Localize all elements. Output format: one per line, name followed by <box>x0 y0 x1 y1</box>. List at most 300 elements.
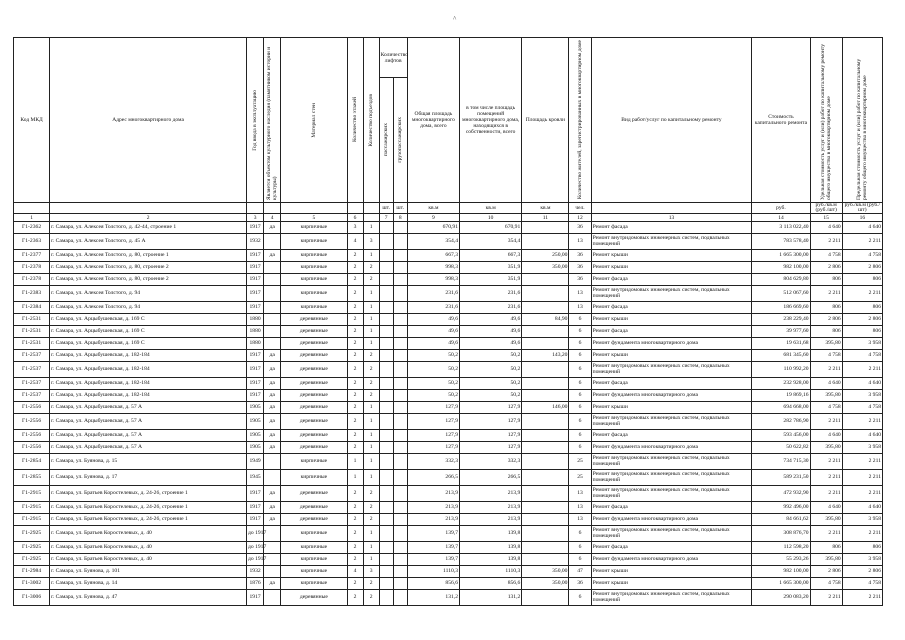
max-cost-cell: 2 211 <box>842 234 882 250</box>
total-area-cell: 213,9 <box>407 486 459 502</box>
residents-cell: 6 <box>569 414 591 430</box>
roof-area-cell <box>522 286 569 302</box>
floors-cell: 2 <box>347 390 363 402</box>
unit-cost-cell: 2 806 <box>810 566 842 578</box>
total-area-cell: 127,9 <box>407 414 459 430</box>
floors-cell: 2 <box>347 338 363 350</box>
table-row <box>14 414 883 430</box>
material-cell: деревянные <box>281 486 347 502</box>
work-type-cell: Ремонт фундамента многоквартирного дома <box>591 390 752 402</box>
entrances-cell: 2 <box>363 378 379 390</box>
unit-cell: кв.м <box>407 203 459 214</box>
table-row <box>14 302 883 314</box>
lift-cargo-cell <box>393 350 407 362</box>
residents-cell: 6 <box>569 554 591 566</box>
material-cell: кирпичные <box>281 554 347 566</box>
kod-cell: Г1-2984 <box>14 566 50 578</box>
heritage-cell <box>264 470 281 486</box>
unit-cell: шт. <box>379 203 393 214</box>
max-cost-cell: 3 958 <box>842 338 882 350</box>
heritage-cell: да <box>264 390 281 402</box>
cost-cell: 112 598,20 <box>752 542 810 554</box>
unit-cost-cell: 395,80 <box>810 442 842 454</box>
total-area-cell: 231,6 <box>407 286 459 302</box>
col-number: 15 <box>810 214 842 222</box>
work-type-cell: Ремонт крыши <box>591 262 752 274</box>
material-cell: кирпичные <box>281 578 347 590</box>
lift-cargo-cell <box>393 414 407 430</box>
cost-cell: 593 456,00 <box>752 430 810 442</box>
unit-cell: кв.м <box>522 203 569 214</box>
total-area-cell: 139,7 <box>407 526 459 542</box>
cost-cell: 50 622,82 <box>752 442 810 454</box>
owned-area-cell: 213,9 <box>460 486 522 502</box>
lift-cargo-cell <box>393 542 407 554</box>
header-work-type: Вид работ/услуг по капитальному ремонту <box>591 38 752 203</box>
kod-cell: Г1-2531 <box>14 326 50 338</box>
year-cell: 1880 <box>247 314 264 326</box>
material-cell: деревянные <box>281 442 347 454</box>
lift-cargo-cell <box>393 390 407 402</box>
roof-area-cell: 350,00 <box>522 262 569 274</box>
residents-cell: 36 <box>569 250 591 262</box>
kod-cell: Г1-2925 <box>14 554 50 566</box>
kod-cell: Г1-2378 <box>14 274 50 286</box>
owned-area-cell: 127,9 <box>460 442 522 454</box>
max-cost-cell: 3 958 <box>842 390 882 402</box>
max-cost-cell: 3 958 <box>842 554 882 566</box>
total-area-cell: 50,2 <box>407 362 459 378</box>
residents-cell: 6 <box>569 338 591 350</box>
work-type-cell: Ремонт внутридомовых инженерных систем, подвальных помещений <box>591 454 752 470</box>
max-cost-cell: 4 758 <box>842 250 882 262</box>
owned-area-cell: 127,9 <box>460 402 522 414</box>
table-row <box>14 526 883 542</box>
unit-cost-cell: 4 758 <box>810 578 842 590</box>
lift-cargo-cell <box>393 302 407 314</box>
residents-cell: 6 <box>569 402 591 414</box>
material-cell: деревянные <box>281 414 347 430</box>
heritage-cell: да <box>264 250 281 262</box>
cost-cell: 472 932,90 <box>752 486 810 502</box>
cost-cell: 982 100,00 <box>752 262 810 274</box>
heritage-cell: да <box>264 414 281 430</box>
table-row <box>14 378 883 390</box>
lift-cargo-cell <box>393 454 407 470</box>
lift-passenger-cell <box>379 402 393 414</box>
cost-cell: 734 715,30 <box>752 454 810 470</box>
col-number: 3 <box>247 214 264 222</box>
address-cell: г. Самара, ул. Арцыбушевская, д. 57 А <box>50 442 247 454</box>
max-cost-cell: 4 640 <box>842 378 882 390</box>
units-row <box>14 203 883 214</box>
max-cost-cell: 806 <box>842 302 882 314</box>
address-cell: г. Самара, ул. Братьев Коростелевых, д. 24-26, строение 1 <box>50 514 247 526</box>
cost-cell: 110 992,20 <box>752 362 810 378</box>
total-area-cell: 127,9 <box>407 402 459 414</box>
cost-cell: 282 786,90 <box>752 414 810 430</box>
floors-cell: 4 <box>347 566 363 578</box>
entrances-cell: 2 <box>363 502 379 514</box>
floors-cell: 2 <box>347 542 363 554</box>
lift-cargo-cell <box>393 578 407 590</box>
lift-passenger-cell <box>379 326 393 338</box>
entrances-cell: 1 <box>363 402 379 414</box>
cost-cell: 19 631,68 <box>752 338 810 350</box>
max-cost-cell: 4 758 <box>842 402 882 414</box>
address-cell: г. Самара, ул. Арцыбушевская, д. 57 А <box>50 414 247 430</box>
floors-cell: 2 <box>347 302 363 314</box>
work-type-cell: Ремонт крыши <box>591 402 752 414</box>
entrances-cell: 1 <box>363 338 379 350</box>
max-cost-cell: 2 211 <box>842 454 882 470</box>
total-area-cell: 1110,3 <box>407 566 459 578</box>
kod-cell: Г1-2556 <box>14 430 50 442</box>
entrances-cell: 1 <box>363 554 379 566</box>
floors-cell: 2 <box>347 502 363 514</box>
lift-passenger-cell <box>379 430 393 442</box>
lift-cargo-cell <box>393 338 407 350</box>
max-cost-cell: 2 211 <box>842 414 882 430</box>
residents-cell: 6 <box>569 326 591 338</box>
owned-area-cell: 332,3 <box>460 454 522 470</box>
roof-area-cell <box>522 362 569 378</box>
lift-passenger-cell <box>379 486 393 502</box>
residents-cell: 13 <box>569 234 591 250</box>
cost-cell: 232 928,00 <box>752 378 810 390</box>
roof-area-cell <box>522 590 569 606</box>
col-number: 5 <box>281 214 347 222</box>
max-cost-cell: 806 <box>842 274 882 286</box>
address-cell: г. Самара, ул. Арцыбушевская, д. 182-184 <box>50 378 247 390</box>
header-lifts: Количество лифтов <box>379 38 407 78</box>
table-row <box>14 314 883 326</box>
year-cell: 1917 <box>247 486 264 502</box>
col-number: 16 <box>842 214 882 222</box>
table-row <box>14 350 883 362</box>
roof-area-cell: 84,90 <box>522 314 569 326</box>
cost-cell: 290 083,20 <box>752 590 810 606</box>
roof-area-cell <box>522 274 569 286</box>
kod-cell: Г1-2384 <box>14 302 50 314</box>
heritage-cell <box>264 286 281 302</box>
unit-cost-cell: 806 <box>810 542 842 554</box>
header-floors: Количество этажей <box>347 38 363 203</box>
entrances-cell: 3 <box>363 234 379 250</box>
total-area-cell: 354,4 <box>407 234 459 250</box>
year-cell: 1917 <box>247 590 264 606</box>
header-lift-cargo: грузопассажирских <box>393 78 407 203</box>
address-cell: г. Самара, ул. Буянова, д. 14 <box>50 578 247 590</box>
kod-cell: Г1-2537 <box>14 390 50 402</box>
owned-area-cell: 50,2 <box>460 390 522 402</box>
entrances-cell: 2 <box>363 262 379 274</box>
owned-area-cell: 131,2 <box>460 590 522 606</box>
floors-cell: 2 <box>347 442 363 454</box>
kod-cell: Г1-3006 <box>14 590 50 606</box>
entrances-cell: 1 <box>363 314 379 326</box>
lift-cargo-cell <box>393 430 407 442</box>
lift-passenger-cell <box>379 554 393 566</box>
lift-passenger-cell <box>379 514 393 526</box>
year-cell: 1917 <box>247 514 264 526</box>
heritage-cell <box>264 526 281 542</box>
entrances-cell: 1 <box>363 222 379 234</box>
year-cell: 1905 <box>247 430 264 442</box>
max-cost-cell: 806 <box>842 542 882 554</box>
entrances-cell: 1 <box>363 430 379 442</box>
owned-area-cell: 1110,3 <box>460 566 522 578</box>
work-type-cell: Ремонт внутридомовых инженерных систем, подвальных помещений <box>591 526 752 542</box>
roof-area-cell <box>522 442 569 454</box>
address-cell: г. Самара, ул. Братьев Коростелевых, д. 40 <box>50 554 247 566</box>
lift-cargo-cell <box>393 402 407 414</box>
residents-cell: 6 <box>569 542 591 554</box>
floors-cell: 3 <box>347 222 363 234</box>
lift-cargo-cell <box>393 590 407 606</box>
roof-area-cell <box>522 486 569 502</box>
heritage-cell <box>264 326 281 338</box>
residents-cell: 6 <box>569 378 591 390</box>
work-type-cell: Ремонт внутридомовых инженерных систем, подвальных помещений <box>591 414 752 430</box>
unit-cost-cell: 4 640 <box>810 430 842 442</box>
material-cell: кирпичные <box>281 262 347 274</box>
address-cell: г. Самара, ул. Братьев Коростелевых, д. 40 <box>50 526 247 542</box>
header-unit-cost: Удельная стоимость услуг и (или) работ по капитальному ремонту общего имущества в многоквартирном доме <box>810 38 842 203</box>
header-wall-material: Материал стен <box>281 38 347 203</box>
lift-cargo-cell <box>393 326 407 338</box>
kod-cell: Г1-2383 <box>14 286 50 302</box>
residents-cell: 36 <box>569 578 591 590</box>
owned-area-cell: 667,3 <box>460 250 522 262</box>
col-number: 2 <box>50 214 247 222</box>
material-cell: деревянные <box>281 326 347 338</box>
owned-area-cell: 139,8 <box>460 542 522 554</box>
roof-area-cell <box>522 430 569 442</box>
owned-area-cell: 50,2 <box>460 350 522 362</box>
material-cell: деревянные <box>281 514 347 526</box>
heritage-cell <box>264 262 281 274</box>
material-cell: деревянные <box>281 338 347 350</box>
address-cell: г. Самара, ул. Арцыбушевская, д. 57 А <box>50 402 247 414</box>
unit-cost-cell: 2 211 <box>810 286 842 302</box>
lift-passenger-cell <box>379 378 393 390</box>
header-roof-area: Площадь кровли <box>522 38 569 203</box>
unit-cost-cell: 2 211 <box>810 590 842 606</box>
table-row <box>14 578 883 590</box>
unit-cost-cell: 2 211 <box>810 454 842 470</box>
unit-cost-cell: 4 640 <box>810 502 842 514</box>
lift-cargo-cell <box>393 234 407 250</box>
owned-area-cell: 354,4 <box>460 234 522 250</box>
cost-cell: 186 669,60 <box>752 302 810 314</box>
work-type-cell: Ремонт фундамента многоквартирного дома <box>591 442 752 454</box>
year-cell: до 1917 <box>247 542 264 554</box>
floors-cell: 2 <box>347 414 363 430</box>
address-cell: г. Самара, ул. Алексея Толстого, д. 94 <box>50 286 247 302</box>
residents-cell: 25 <box>569 454 591 470</box>
kod-cell: Г1-2537 <box>14 362 50 378</box>
heritage-cell <box>264 302 281 314</box>
cost-cell: 1 665 300,00 <box>752 578 810 590</box>
address-cell: г. Самара, ул. Алексея Толстого, д. 45 А <box>50 234 247 250</box>
floors-cell: 2 <box>347 274 363 286</box>
lift-passenger-cell <box>379 526 393 542</box>
residents-cell: 36 <box>569 262 591 274</box>
floors-cell: 1 <box>347 454 363 470</box>
cost-cell: 804 629,80 <box>752 274 810 286</box>
table-row <box>14 222 883 234</box>
owned-area-cell: 127,9 <box>460 430 522 442</box>
residents-cell: 6 <box>569 526 591 542</box>
material-cell: деревянные <box>281 390 347 402</box>
table-row <box>14 470 883 486</box>
total-area-cell: 139,7 <box>407 542 459 554</box>
cost-cell: 19 869,16 <box>752 390 810 402</box>
year-cell: 1917 <box>247 302 264 314</box>
col-number: 9 <box>407 214 459 222</box>
table-row <box>14 362 883 378</box>
cost-cell: 589 231,50 <box>752 470 810 486</box>
header-kod: Код МКД <box>14 38 50 203</box>
table-row <box>14 262 883 274</box>
total-area-cell: 856,6 <box>407 578 459 590</box>
address-cell: г. Самара, ул. Арцыбушевская, д. 182-184 <box>50 350 247 362</box>
max-cost-cell: 2 211 <box>842 470 882 486</box>
col-number: 12 <box>569 214 591 222</box>
table-row <box>14 286 883 302</box>
total-area-cell: 50,2 <box>407 350 459 362</box>
work-type-cell: Ремонт внутридомовых инженерных систем, подвальных помещений <box>591 486 752 502</box>
kod-cell: Г1-2531 <box>14 314 50 326</box>
year-cell: 1917 <box>247 350 264 362</box>
owned-area-cell: 351,9 <box>460 274 522 286</box>
work-type-cell: Ремонт крыши <box>591 250 752 262</box>
roof-area-cell <box>522 222 569 234</box>
owned-area-cell: 213,9 <box>460 514 522 526</box>
owned-area-cell: 50,2 <box>460 378 522 390</box>
address-cell: г. Самара, ул. Алексея Толстого, д. 42-44, строение 1 <box>50 222 247 234</box>
material-cell: деревянные <box>281 590 347 606</box>
entrances-cell: 1 <box>363 326 379 338</box>
floors-cell: 2 <box>347 590 363 606</box>
table-row <box>14 250 883 262</box>
residents-cell: 36 <box>569 274 591 286</box>
unit-cost-cell: 2 211 <box>810 486 842 502</box>
year-cell: 1917 <box>247 390 264 402</box>
table-row <box>14 514 883 526</box>
lift-cargo-cell <box>393 222 407 234</box>
cost-cell: 84 661,62 <box>752 514 810 526</box>
max-cost-cell: 2 211 <box>842 526 882 542</box>
lift-passenger-cell <box>379 262 393 274</box>
max-cost-cell: 4 758 <box>842 350 882 362</box>
max-cost-cell: 2 211 <box>842 590 882 606</box>
work-type-cell: Ремонт внутридомовых инженерных систем, подвальных помещений <box>591 234 752 250</box>
roof-area-cell <box>522 338 569 350</box>
cost-cell: 55 293,26 <box>752 554 810 566</box>
roof-area-cell: 143,20 <box>522 350 569 362</box>
unit-cost-cell: 4 640 <box>810 222 842 234</box>
owned-area-cell: 670,91 <box>460 222 522 234</box>
lift-cargo-cell <box>393 526 407 542</box>
table-body <box>14 222 883 606</box>
table-row <box>14 274 883 286</box>
lift-passenger-cell <box>379 314 393 326</box>
heritage-cell: да <box>264 362 281 378</box>
entrances-cell: 2 <box>363 514 379 526</box>
entrances-cell: 1 <box>363 470 379 486</box>
heritage-cell: да <box>264 430 281 442</box>
floors-cell: 2 <box>347 286 363 302</box>
lift-cargo-cell <box>393 566 407 578</box>
table-row <box>14 326 883 338</box>
roof-area-cell: 250,00 <box>522 250 569 262</box>
residents-cell: 6 <box>569 430 591 442</box>
residents-cell: 47 <box>569 566 591 578</box>
lift-passenger-cell <box>379 454 393 470</box>
table-row <box>14 590 883 606</box>
header-max-cost: Предельная стоимость услуг и (или) работ по капитальному ремонту общего имущества в многоквартирном доме <box>842 38 882 203</box>
owned-area-cell: 50,2 <box>460 362 522 378</box>
heritage-cell <box>264 554 281 566</box>
floors-cell: 2 <box>347 350 363 362</box>
residents-cell: 6 <box>569 350 591 362</box>
lift-passenger-cell <box>379 274 393 286</box>
kod-cell: Г1-2556 <box>14 402 50 414</box>
address-cell: г. Самара, ул. Алексея Толстого, д. 94 <box>50 302 247 314</box>
header-total-area: Общая площадь многоквартирного дома, всего <box>407 38 459 203</box>
work-type-cell: Ремонт фундамента многоквартирного дома <box>591 554 752 566</box>
roof-area-cell <box>522 390 569 402</box>
total-area-cell: 49,6 <box>407 314 459 326</box>
heritage-cell <box>264 314 281 326</box>
year-cell: 1876 <box>247 578 264 590</box>
max-cost-cell: 2 211 <box>842 486 882 502</box>
unit-cost-cell: 395,80 <box>810 554 842 566</box>
kod-cell: Г1-2854 <box>14 454 50 470</box>
work-type-cell: Ремонт фасада <box>591 378 752 390</box>
material-cell: кирпичные <box>281 274 347 286</box>
work-type-cell: Ремонт фундамента многоквартирного дома <box>591 514 752 526</box>
heritage-cell: да <box>264 350 281 362</box>
material-cell: кирпичные <box>281 526 347 542</box>
owned-area-cell: 139,8 <box>460 526 522 542</box>
work-type-cell: Ремонт фасада <box>591 430 752 442</box>
kod-cell: Г1-2925 <box>14 526 50 542</box>
residents-cell: 13 <box>569 286 591 302</box>
unit-cost-cell: 4 758 <box>810 402 842 414</box>
table-row <box>14 566 883 578</box>
roof-area-cell <box>522 234 569 250</box>
unit-cost-cell: 806 <box>810 326 842 338</box>
address-cell: г. Самара, ул. Арцыбушевская, д. 182-184 <box>50 390 247 402</box>
unit-cost-cell: 4 758 <box>810 250 842 262</box>
year-cell: 1905 <box>247 442 264 454</box>
table-header <box>14 38 883 222</box>
header-lift-passenger: пассажирских <box>379 78 393 203</box>
floors-cell: 2 <box>347 430 363 442</box>
material-cell: деревянные <box>281 314 347 326</box>
year-cell: 1917 <box>247 286 264 302</box>
owned-area-cell: 49,6 <box>460 338 522 350</box>
kod-cell: Г1-2537 <box>14 378 50 390</box>
max-cost-cell: 806 <box>842 326 882 338</box>
address-cell: г. Самара, ул. Братьев Коростелевых, д. 24-26, строение 1 <box>50 486 247 502</box>
max-cost-cell: 4 640 <box>842 430 882 442</box>
roof-area-cell <box>522 502 569 514</box>
heritage-cell: да <box>264 378 281 390</box>
